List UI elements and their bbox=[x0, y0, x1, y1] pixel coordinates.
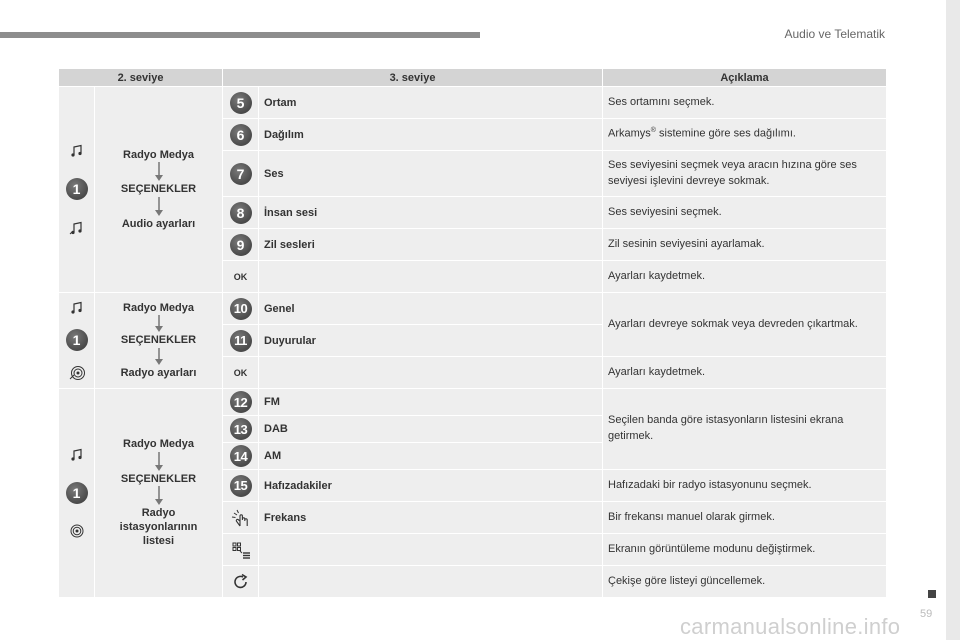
option-name: Ses bbox=[259, 151, 603, 197]
table-row bbox=[59, 87, 887, 119]
page-number: 59 bbox=[920, 608, 933, 620]
badge-13: 13 bbox=[230, 418, 252, 440]
table-header-row bbox=[59, 69, 887, 87]
option-description: Bir frekansı manuel olarak girmek. bbox=[603, 502, 887, 534]
group3-icons bbox=[59, 389, 95, 598]
header-level2: 2. seviye bbox=[59, 69, 223, 87]
ok-label: OK bbox=[233, 271, 248, 282]
option-description: Ses seviyesini seçmek veya aracın hızına göre ses seviyesi işlevini devreye sokmak. bbox=[603, 151, 887, 197]
option-name: Dağılım bbox=[259, 119, 603, 151]
badge-1: 1 bbox=[66, 329, 88, 351]
option-name: AM bbox=[259, 443, 603, 470]
badge-7: 7 bbox=[230, 163, 252, 185]
option-name: DAB bbox=[259, 416, 603, 443]
down-arrow-icon bbox=[154, 162, 164, 182]
badge-6: 6 bbox=[230, 124, 252, 146]
down-arrow-icon bbox=[154, 452, 164, 472]
option-description: Seçilen banda göre istasyonların listesini ekrana getirmek. bbox=[603, 389, 887, 470]
group3-menu-path bbox=[95, 389, 223, 598]
down-arrow-icon bbox=[154, 197, 164, 217]
menu-step-radio-media: Radyo Medya bbox=[123, 302, 194, 315]
group1-menu-path bbox=[95, 87, 223, 293]
settings-table bbox=[58, 68, 887, 598]
group1-icons bbox=[59, 87, 95, 293]
menu-step-radio-media: Radyo Medya bbox=[123, 149, 194, 162]
section-title: Audio ve Telematik bbox=[784, 27, 885, 41]
watermark: carmanualsonline.info bbox=[680, 614, 901, 639]
badge-11: 11 bbox=[230, 330, 252, 352]
menu-step-options: SEÇENEKLER bbox=[120, 472, 197, 485]
end-of-section-marker bbox=[928, 590, 936, 598]
option-description: Ayarları kaydetmek. bbox=[603, 261, 887, 293]
option-name: FM bbox=[259, 389, 603, 416]
option-name: Duyurular bbox=[259, 325, 603, 357]
group2-menu-path bbox=[95, 293, 223, 389]
menu-step-radio-media: Radyo Medya bbox=[123, 438, 194, 451]
option-name: İnsan sesi bbox=[259, 197, 603, 229]
menu-step-options: SEÇENEKLER bbox=[120, 183, 197, 196]
music-note-icon bbox=[70, 448, 84, 462]
badge-5: 5 bbox=[230, 92, 252, 114]
badge-1: 1 bbox=[66, 178, 88, 200]
down-arrow-icon bbox=[154, 315, 164, 333]
ok-label: OK bbox=[233, 367, 248, 378]
option-name: Ortam bbox=[259, 87, 603, 119]
music-settings-icon bbox=[69, 220, 85, 236]
badge-1: 1 bbox=[66, 482, 88, 504]
display-mode-icon bbox=[231, 541, 251, 559]
header-description: Açıklama bbox=[603, 69, 887, 87]
radio-settings-icon bbox=[69, 365, 85, 381]
hand-touch-icon bbox=[231, 509, 251, 527]
option-description: Ses seviyesini seçmek. bbox=[603, 197, 887, 229]
badge-15: 15 bbox=[230, 475, 252, 497]
option-description: Hafızadaki bir radyo istasyonunu seçmek. bbox=[603, 470, 887, 502]
option-name: Frekans bbox=[259, 502, 603, 534]
table-row bbox=[59, 293, 887, 325]
badge-10: 10 bbox=[230, 298, 252, 320]
option-name: Hafızadakiler bbox=[259, 470, 603, 502]
music-note-icon bbox=[70, 144, 84, 158]
menu-step-station-list: Radyo istasyonlarının listesi bbox=[119, 506, 198, 548]
option-name: Zil sesleri bbox=[259, 229, 603, 261]
table-row bbox=[59, 389, 887, 416]
option-description: Ayarları kaydetmek. bbox=[603, 357, 887, 389]
page-edge-strip bbox=[946, 0, 960, 640]
menu-step-audio-settings: Audio ayarları bbox=[121, 217, 196, 230]
badge-9: 9 bbox=[230, 234, 252, 256]
header-bar bbox=[0, 32, 480, 38]
refresh-icon bbox=[232, 573, 250, 591]
menu-step-radio-settings: Radyo ayarları bbox=[120, 366, 197, 379]
down-arrow-icon bbox=[154, 348, 164, 366]
option-description: Çekişe göre listeyi güncellemek. bbox=[603, 566, 887, 598]
option-description: Ekranın görüntüleme modunu değiştirmek. bbox=[603, 534, 887, 566]
option-name: Genel bbox=[259, 293, 603, 325]
option-description: Ses ortamını seçmek. bbox=[603, 87, 887, 119]
group2-icons bbox=[59, 293, 95, 389]
music-note-icon bbox=[70, 301, 84, 315]
option-description: Ayarları devreye sokmak veya devreden çıkartmak. bbox=[603, 293, 887, 357]
badge-14: 14 bbox=[230, 445, 252, 467]
badge-8: 8 bbox=[230, 202, 252, 224]
radio-icon bbox=[70, 524, 84, 538]
option-description: Zil sesinin seviyesini ayarlamak. bbox=[603, 229, 887, 261]
header-level3: 3. seviye bbox=[223, 69, 603, 87]
down-arrow-icon bbox=[154, 486, 164, 506]
option-description: Arkamys® sistemine göre ses dağılımı. bbox=[603, 119, 887, 151]
menu-step-options: SEÇENEKLER bbox=[120, 334, 197, 347]
badge-12: 12 bbox=[230, 391, 252, 413]
